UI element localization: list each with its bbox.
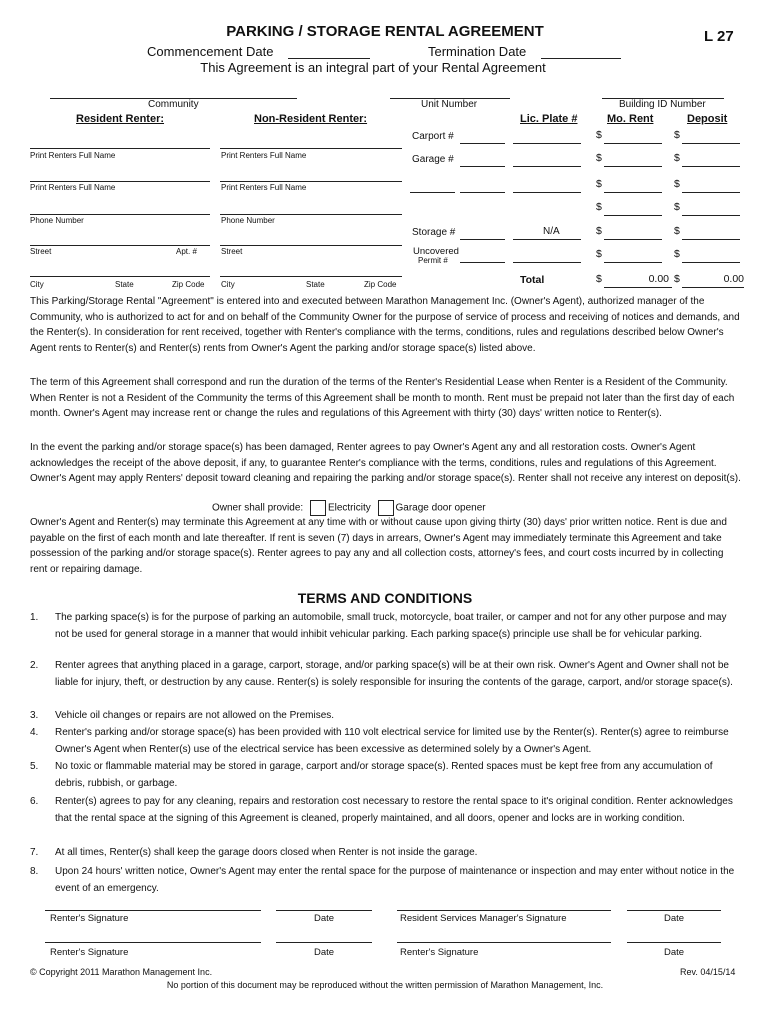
zip-label: Zip Code [172, 280, 205, 289]
uncovered-label: Uncovered [413, 246, 459, 257]
city-label: City [30, 280, 44, 289]
renter-signature-label: Renter's Signature [50, 913, 129, 924]
term-number: 8. [30, 866, 39, 877]
total-rent-value: 0.00 [648, 273, 669, 285]
dollar-sign: $ [674, 129, 680, 141]
agreement-paragraph: This Parking/Storage Rental "Agreement" is entered into and executed between Marathon Management Inc. (Owner's Agent), authorized manager of the Community, who is authorized to act for and on behalf of the Community Owner for the purpose of service of process and receiving of notices and demands, and the Renter(s). In consideration for rent received, together with Renter's compliance with the terms, conditions, rules and regulations described below Owner's Agent rents to Renter(s) and Renter(s) rents from Owner's Agent the parking and/or storage space(s) listed above. [30, 296, 740, 354]
storage-rent-field[interactable] [604, 239, 662, 240]
permit-label: Permit # [418, 256, 448, 265]
dollar-sign: $ [674, 225, 680, 237]
permit-rent-field[interactable] [604, 262, 662, 263]
commencement-date-label: Commencement Date [147, 44, 274, 59]
resident-renter-heading: Resident Renter: [76, 113, 165, 125]
termination-paragraph: Owner's Agent and Renter(s) may terminate this Agreement at any time with or without cause upon giving thirty (30) days' prior written notice. Rent is due and payable on the first of each month and late thereafter. If rent is seven (7) days in arrears, Owner's Agent may immediately terminate this Agreement and take possession of the parking and/or storage space(s). Renter agrees to pay any and all collection costs, attorney's fees, and court costs incurred by in collecting rent or repairing damage. [30, 517, 727, 575]
garage-number-field[interactable] [460, 166, 505, 167]
apt-label: Apt. # [176, 247, 197, 256]
term-number: 6. [30, 796, 39, 807]
renter-signature-label: Renter's Signature [400, 947, 479, 958]
termination-date-field[interactable] [541, 58, 621, 59]
resident-city-field[interactable] [30, 276, 210, 277]
date-label: Date [314, 947, 335, 958]
total-rent-field[interactable] [604, 287, 672, 288]
garage-door-label: Garage door opener [395, 502, 486, 514]
dollar-sign: $ [674, 178, 680, 190]
term-item: The parking space(s) is for the purpose of parking an automobile, small truck, motorcycle, boat trailer, or camper and not for any other purpose and may not be used for general storage in a manner that would inhibit vehicular parking. Each parking space(s) principle use shall be for vehicular parking. [55, 612, 727, 640]
storage-number-field[interactable] [460, 239, 505, 240]
dollar-sign: $ [596, 152, 602, 164]
term-item: No toxic or flammable material may be stored in garage, carport and/or storage space(s). Rented spaces must be kept free from any accumulation of debris, rubbish, or garbage. [55, 761, 713, 789]
integral-text: This Agreement is an integral part of your Rental Agreement [200, 60, 546, 75]
extra-deposit-field-2[interactable] [682, 215, 740, 216]
print-name-label: Print Renters Full Name [30, 151, 116, 160]
extra-plate-field[interactable] [513, 192, 581, 193]
date-line-2[interactable] [627, 910, 721, 911]
storage-label: Storage # [412, 227, 456, 238]
permit-plate-field[interactable] [513, 262, 581, 263]
document-title: PARKING / STORAGE RENTAL AGREEMENT [226, 23, 544, 40]
permit-number-field[interactable] [460, 262, 505, 263]
state-label: State [115, 280, 134, 289]
total-deposit-field[interactable] [682, 287, 744, 288]
extra-rent-field-2[interactable] [604, 215, 662, 216]
garage-deposit-field[interactable] [682, 166, 740, 167]
term-item: Renter's parking and/or storage space(s) has been provided with 110 volt electrical service for limited use by the Renter(s). Renter(s) agree to reimburse Owner's Agent when Renter(s) use of the electrical service has been excessive as determined solely by a Owner's Agent. [55, 727, 729, 755]
phone-label: Phone Number [221, 216, 275, 225]
copyright-text: © Copyright 2011 Marathon Management Inc. [30, 967, 213, 977]
carport-label: Carport # [412, 131, 454, 142]
print-name-label: Print Renters Full Name [221, 183, 307, 192]
form-code: L 27 [704, 28, 734, 45]
carport-number-field[interactable] [460, 143, 505, 144]
garage-rent-field[interactable] [604, 166, 662, 167]
date-line-4[interactable] [627, 942, 721, 943]
lic-plate-heading: Lic. Plate # [520, 113, 578, 125]
renter-signature-line-3[interactable] [397, 942, 611, 943]
renter-signature-line-2[interactable] [45, 942, 261, 943]
storage-plate-value: N/A [543, 226, 560, 237]
nonresident-name-field-1[interactable] [220, 148, 402, 149]
dollar-sign: $ [596, 129, 602, 141]
dollar-sign: $ [674, 201, 680, 213]
resident-street-field[interactable] [30, 245, 210, 246]
nonresident-city-field[interactable] [220, 276, 402, 277]
owner-provide-row [212, 500, 486, 516]
extra-number-field-2[interactable] [460, 192, 505, 193]
commencement-date-field[interactable] [288, 58, 370, 59]
dollar-sign: $ [596, 273, 602, 285]
term-item: Upon 24 hours' written notice, Owner's Agent may enter the rental space for the purpose of maintenance or inspection and may enter without notice in the event of an emergency. [55, 866, 735, 894]
manager-signature-label: Resident Services Manager's Signature [400, 913, 567, 924]
term-number: 1. [30, 612, 39, 623]
carport-deposit-field[interactable] [682, 143, 740, 144]
termination-date-label: Termination Date [428, 44, 527, 59]
street-label: Street [30, 247, 52, 256]
revision-text: Rev. 04/15/14 [680, 967, 736, 977]
nonresident-street-field[interactable] [220, 245, 402, 246]
term-number: 2. [30, 660, 39, 671]
terms-heading: TERMS AND CONDITIONS [297, 590, 473, 606]
print-name-label: Print Renters Full Name [221, 151, 307, 160]
dollar-sign: $ [596, 225, 602, 237]
extra-rent-field[interactable] [604, 192, 662, 193]
resident-name-field-2[interactable] [30, 181, 210, 182]
dollar-sign: $ [674, 273, 680, 285]
extra-number-field[interactable] [410, 192, 455, 193]
term-number: 3. [30, 710, 39, 721]
term-item: Renter(s) agrees to pay for any cleaning, repairs and restoration cost necessary to restore the rental space to it's original condition. Renter acknowledges that the rental space at the signing of this Agreement is cleaned, properly maintained, and all doors, opener and locks are in working condition. [55, 796, 733, 824]
nonresident-name-field-2[interactable] [220, 181, 402, 182]
state-label: State [306, 280, 325, 289]
garage-plate-field[interactable] [513, 166, 581, 167]
owner-provide-label: Owner shall provide: [212, 502, 304, 514]
garage-label: Garage # [412, 154, 454, 165]
term-item: At all times, Renter(s) shall keep the garage doors closed when Renter is not inside the garage. [55, 847, 478, 858]
nonresident-phone-field[interactable] [220, 214, 402, 215]
date-line-1[interactable] [276, 910, 372, 911]
dollar-sign: $ [596, 201, 602, 213]
date-label: Date [314, 913, 335, 924]
carport-rent-field[interactable] [604, 143, 662, 144]
manager-signature-line[interactable] [397, 910, 611, 911]
term-number: 5. [30, 761, 39, 772]
renter-signature-label: Renter's Signature [50, 947, 129, 958]
electricity-checkbox[interactable] [310, 500, 326, 516]
city-label: City [221, 280, 235, 289]
phone-label: Phone Number [30, 216, 84, 225]
renter-signature-line-1[interactable] [45, 910, 261, 911]
extra-deposit-field[interactable] [682, 192, 740, 193]
resident-phone-field[interactable] [30, 214, 210, 215]
term-number: 7. [30, 847, 39, 858]
term-paragraph: The term of this Agreement shall correspond and run the duration of the terms of the Renter's Residential Lease when Renter is a Resident of the Community. When Renter is not a Resident of the Community the terms of this Agreement shall be month to month. Rent must be prepaid not later than the first day of each month. Owner's Agent may increase rent or change the rules and regulations of this Agreement with thirty (30) days' written notice to Renter(s). [30, 377, 735, 419]
term-item: Renter agrees that anything placed in a garage, carport, storage, and/or parking space(s) will be at their own risk. Owner's Agent and Owner shall not be liable for injury, theft, or destruction by any cause. Renter(s) is solely responsible for insuring the contents of the garage, carport, and/or storage space(s). [55, 660, 733, 688]
deposit-paragraph: In the event the parking and/or storage space(s) has been damaged, Renter agrees to pay Owner's Agent any and all restoration costs. Owner's Agent acknowledges the receipt of the above deposit, if any, to guarantee Renter's compliance with the terms, conditions, rules and regulations of this Agreement. Owner's Agent may apply Renters' deposit toward cleaning and repairing the parking and/or storage space(s). Renter shall not receive any interest on deposit(s). [30, 442, 741, 484]
electricity-label: Electricity [327, 502, 371, 514]
building-id-label: Building ID Number [619, 99, 706, 110]
garage-door-checkbox[interactable] [378, 500, 394, 516]
term-item: Vehicle oil changes or repairs are not allowed on the Premises. [55, 710, 335, 721]
dollar-sign: $ [596, 248, 602, 260]
carport-plate-field[interactable] [513, 143, 581, 144]
dollar-sign: $ [596, 178, 602, 190]
mo-rent-heading: Mo. Rent [607, 113, 654, 125]
street-label: Street [221, 247, 243, 256]
community-label: Community [148, 99, 199, 110]
date-line-3[interactable] [276, 942, 372, 943]
resident-name-field-1[interactable] [30, 148, 210, 149]
zip-label: Zip Code [364, 280, 397, 289]
storage-deposit-field[interactable] [682, 239, 740, 240]
reproduction-notice: No portion of this document may be reproduced without the written permission of Marathon Management, Inc. [166, 980, 604, 990]
total-label: Total [520, 274, 545, 286]
date-label: Date [664, 913, 685, 924]
term-number: 4. [30, 727, 39, 738]
non-resident-renter-heading: Non-Resident Renter: [254, 113, 368, 125]
dollar-sign: $ [674, 152, 680, 164]
dollar-sign: $ [674, 248, 680, 260]
unit-number-label: Unit Number [421, 99, 478, 110]
total-deposit-value: 0.00 [723, 273, 744, 285]
deposit-heading: Deposit [687, 113, 728, 125]
date-label: Date [664, 947, 685, 958]
print-name-label: Print Renters Full Name [30, 183, 116, 192]
permit-deposit-field[interactable] [682, 262, 740, 263]
storage-plate-field[interactable] [513, 239, 581, 240]
